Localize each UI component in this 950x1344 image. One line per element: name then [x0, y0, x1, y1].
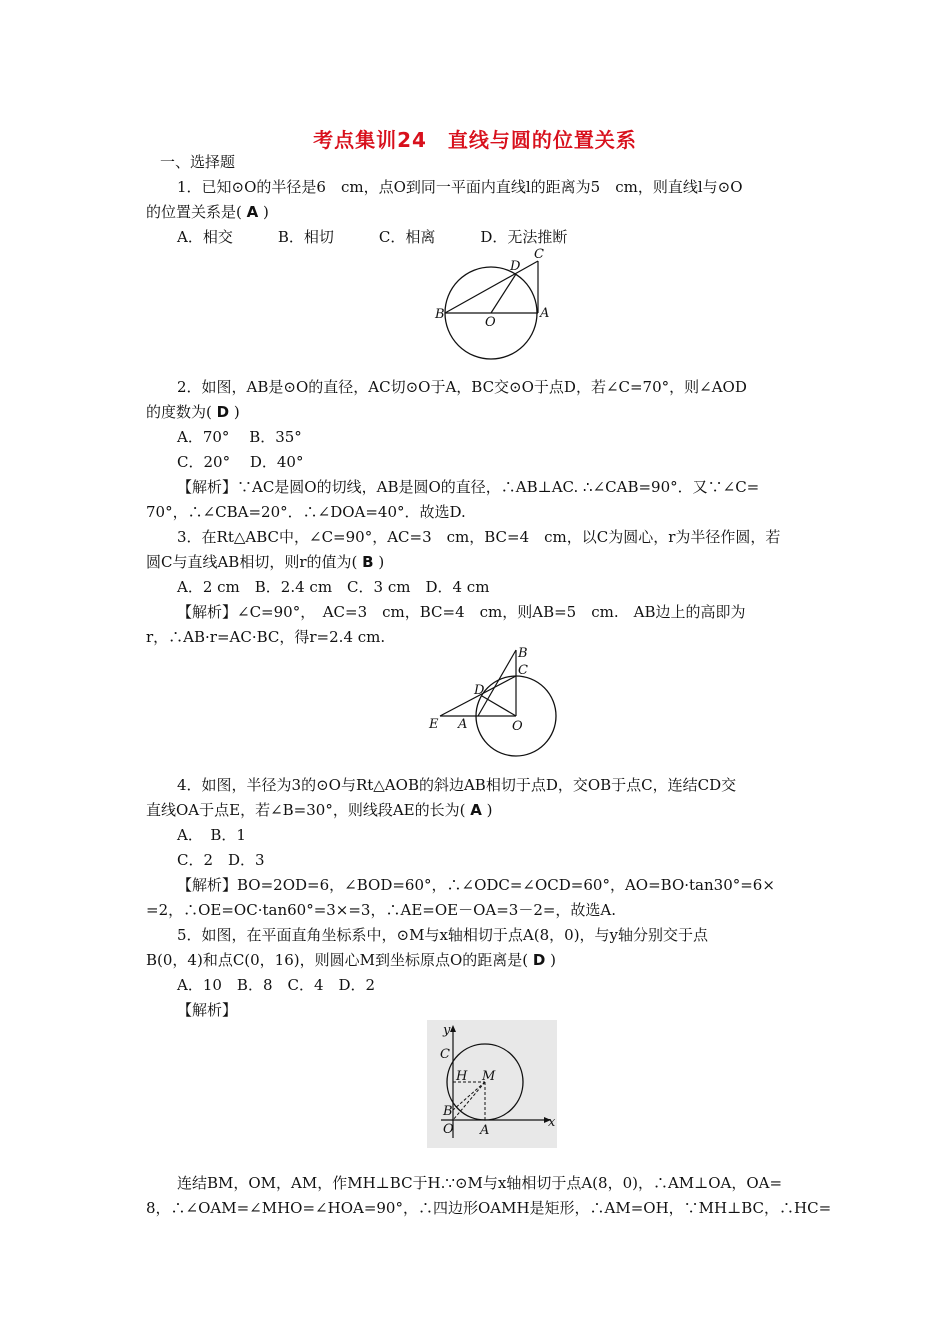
label-b: B [435, 307, 445, 322]
answer-4: A [470, 801, 482, 819]
label-h: H [456, 1069, 468, 1084]
question-1-stem: 1．已知⊙O的半径是6 cm，点O到同一平面内直线l的距离为5 cm，则直线l与⊙O [177, 178, 743, 196]
question-2-options-row-2: C．20° D．40° [177, 453, 304, 471]
question-2-stem-end: 的度数为( D ) [146, 403, 240, 421]
answer-1: A [246, 203, 259, 221]
label-y: y [443, 1023, 451, 1038]
answer-2: D [216, 403, 230, 421]
figure-3 [427, 1020, 557, 1148]
question-4-stem-end: 直线OA于点E，若∠B=30°，则线段AE的长为( A ) [146, 801, 493, 819]
label-a: A [480, 1123, 490, 1138]
page-title: 考点集训24 直线与圆的位置关系 [313, 128, 637, 152]
question-3-explanation-end: r，∴AB·r=AC·BC，得r=2.4 cm. [146, 628, 386, 646]
label-d: D [510, 259, 521, 274]
answer-3: B [362, 553, 374, 571]
label-a: A [540, 306, 550, 321]
question-5-explanation-end: 8，∴∠OAM=∠MHO=∠HOA=90°，∴四边形OAMH是矩形，∴AM=OH，∵MH⊥BC，∴HC= [146, 1199, 832, 1217]
question-3-stem: 3．在Rt△ABC中，∠C=90°，AC=3 cm，BC=4 cm，以C为圆心，r为半径作圆，若 [177, 528, 781, 546]
question-5-stem: 5．如图，在平面直角坐标系中，⊙M与x轴相切于点A(8，0)，与y轴分别交于点 [177, 926, 709, 944]
question-5-explanation: 连结BM，OM，AM，作MH⊥BC于H.∵⊙M与x轴相切于点A(8，0)，∴AM⊥OA，OA= [177, 1174, 783, 1192]
label-c: C [440, 1047, 450, 1062]
question-4-options-row-2: C．2 D．3 [177, 851, 265, 869]
question-4-stem: 4．如图，半径为3的⊙O与Rt△AOB的斜边AB相切于点D，交OB于点C，连结CD交 [177, 776, 737, 794]
question-1-stem-end: 的位置关系是( A ) [146, 203, 269, 221]
question-4-options-row-1: A． B．1 [177, 826, 246, 844]
question-2-options-row-1: A．70° B．35° [177, 428, 302, 446]
label-o: O [485, 315, 496, 330]
question-2-stem: 2．如图，AB是⊙O的直径，AC切⊙O于A，BC交⊙O于点D，若∠C=70°，则∠AOD [177, 378, 747, 396]
segment-od [482, 696, 516, 716]
question-5-options: A．10 B．8 C．4 D．2 [177, 976, 376, 994]
label-c: C [518, 663, 528, 678]
label-b: B [518, 646, 528, 661]
question-2-explanation-end: 70°，∴∠CBA=20°．∴∠DOA=40°．故选D. [146, 503, 466, 521]
question-5-explanation-head: 【解析】 [177, 1001, 238, 1019]
label-x: x [548, 1115, 556, 1130]
section-heading: 一、选择题 [160, 153, 236, 171]
label-e: E [429, 717, 439, 732]
label-d: D [474, 683, 485, 698]
question-2-explanation: 【解析】∵AC是圆O的切线，AB是圆O的直径，∴AB⊥AC. ∴∠CAB=90°．又∵∠C= [177, 478, 760, 496]
label-o: O [512, 719, 523, 734]
label-c: C [534, 247, 544, 262]
figure-1 [430, 244, 555, 364]
question-4-explanation: 【解析】BO=2OD=6，∠BOD=60°，∴∠ODC=∠OCD=60°，AO=BO·tan30°=6× [177, 876, 775, 894]
question-1-options: A．相交 B．相切 C．相离 D．无法推断 [177, 228, 568, 246]
question-3-explanation: 【解析】∠C=90°， AC=3 cm，BC=4 cm，则AB=5 cm. AB边上的高即为 [177, 603, 746, 621]
label-a: A [458, 717, 468, 732]
answer-5: D [532, 951, 546, 969]
question-3-stem-end: 圆C与直线AB相切，则r的值为( B ) [146, 553, 385, 571]
label-o: O [443, 1122, 454, 1137]
segment-bc [445, 261, 538, 313]
label-b: B [443, 1104, 453, 1119]
question-3-options: A．2 cm B．2.4 cm C．3 cm D．4 cm [177, 578, 490, 596]
question-5-stem-end: B(0，4)和点C(0，16)，则圆心M到坐标原点O的距离是( D ) [146, 951, 557, 969]
figure-2 [420, 644, 565, 762]
question-4-explanation-end: =2，∴OE=OC·tan60°=3×=3，∴AE=OE－OA=3－2=，故选A. [146, 901, 617, 919]
label-m: M [482, 1069, 496, 1084]
